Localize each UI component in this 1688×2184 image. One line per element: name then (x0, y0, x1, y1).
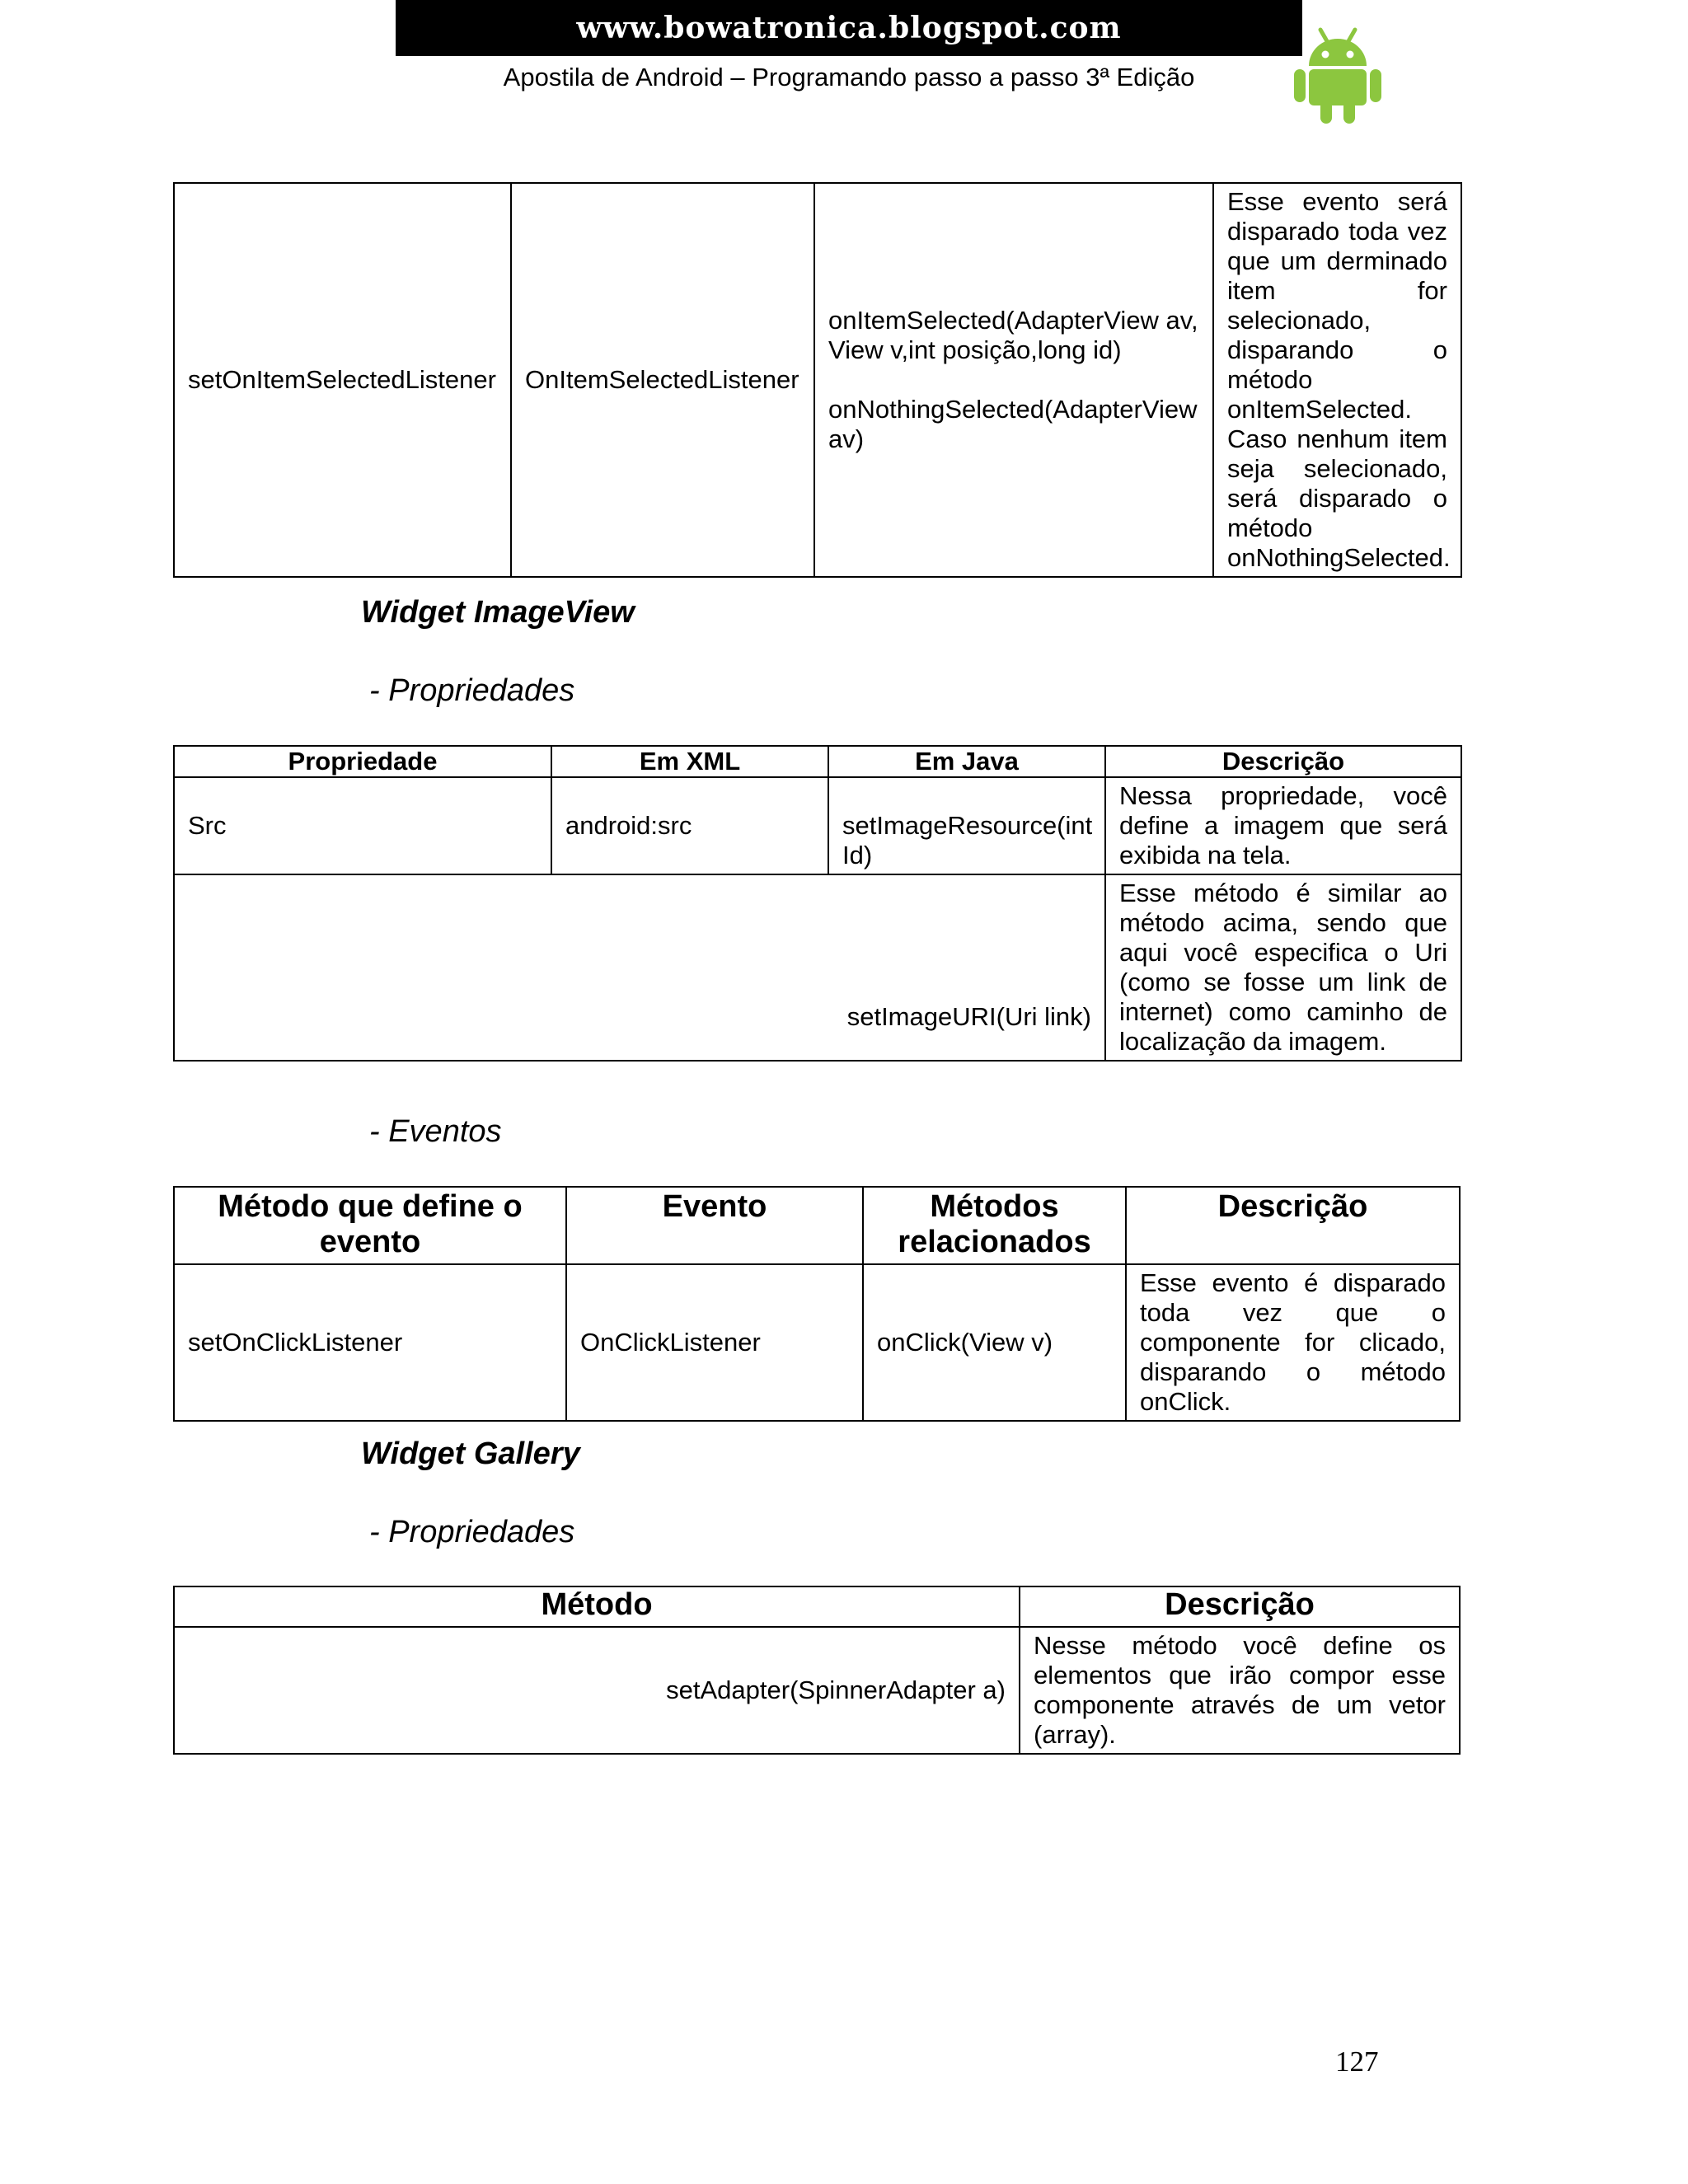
widget-imageview-title: Widget ImageView (361, 595, 635, 630)
table-header-row (174, 746, 1461, 777)
table-row (174, 183, 1461, 577)
imageview-properties-table (173, 745, 1462, 1062)
xml-cell: android:src (551, 777, 828, 874)
gallery-properties-heading: - Propriedades (369, 1515, 575, 1549)
event-cell: OnItemSelectedListener (511, 183, 814, 577)
related-method-1: onItemSelected(AdapterView av, View v,int posição,long id) (828, 306, 1198, 364)
gallery-properties-table (173, 1586, 1461, 1755)
description-cell: Nessa propriedade, você define a imagem que será exibida na tela. (1105, 777, 1461, 874)
related-method-2: onNothingSelected(AdapterView av) (828, 395, 1198, 453)
imageview-events-heading: - Eventos (369, 1114, 502, 1149)
java-cell: setImageURI(Uri link) (174, 874, 1105, 1061)
table-row (174, 1627, 1460, 1754)
description-cell: Esse evento é disparado toda vez que o componente for clicado, disparando o método onClick. (1126, 1264, 1460, 1421)
header-metodo: Método (174, 1586, 1020, 1627)
event-cell: OnClickListener (566, 1264, 863, 1421)
table-row (174, 777, 1461, 874)
imageview-events-table (173, 1186, 1461, 1422)
header-em-xml: Em XML (551, 746, 828, 777)
table-header-row (174, 1187, 1460, 1264)
imageview-properties-heading: - Propriedades (369, 673, 575, 708)
header-descricao: Descrição (1105, 746, 1461, 777)
header-em-java: Em Java (828, 746, 1105, 777)
table-row (174, 874, 1461, 1061)
method-cell: setAdapter(SpinnerAdapter a) (174, 1627, 1020, 1754)
header-descricao: Descrição (1126, 1187, 1460, 1264)
header-evento: Evento (566, 1187, 863, 1264)
related-method-cell: onClick(View v) (863, 1264, 1126, 1421)
page-number: 127 (1335, 2046, 1379, 2078)
property-cell: Src (174, 777, 551, 874)
description-cell: Esse método é similar ao método acima, sendo que aqui você especifica o Uri (como se fosse um link de internet) como caminho de localização da imagem. (1105, 874, 1461, 1061)
method-cell: setOnClickListener (174, 1264, 566, 1421)
header-descricao: Descrição (1020, 1586, 1460, 1627)
method-cell: setOnItemSelectedListener (174, 183, 511, 577)
description-cell: Esse evento será disparado toda vez que um derminado item for selecionado, disparando o método onItemSelected. Caso nenhum item seja selecionado, será disparado o método onNothingSelected. (1213, 183, 1461, 577)
header-propriedade: Propriedade (174, 746, 551, 777)
java-cell: setImageResource(int Id) (828, 777, 1105, 874)
header-banner: www.bowatronica.blogspot.com (396, 0, 1302, 56)
table-row (174, 1264, 1460, 1421)
header-subtitle: Apostila de Android – Programando passo a passo 3ª Edição (503, 63, 1195, 91)
onitemselected-table (173, 182, 1462, 578)
table-header-row (174, 1586, 1460, 1627)
header-metodo-evento: Método que define o evento (174, 1187, 566, 1264)
header-metodos-relacionados: Métodos relacionados (863, 1187, 1126, 1264)
widget-gallery-title: Widget Gallery (361, 1436, 580, 1471)
description-cell: Nesse método você define os elementos que irão compor esse componente através de um vetor (array). (1020, 1627, 1460, 1754)
android-logo-icon (1292, 23, 1383, 125)
related-methods-cell (814, 183, 1213, 577)
